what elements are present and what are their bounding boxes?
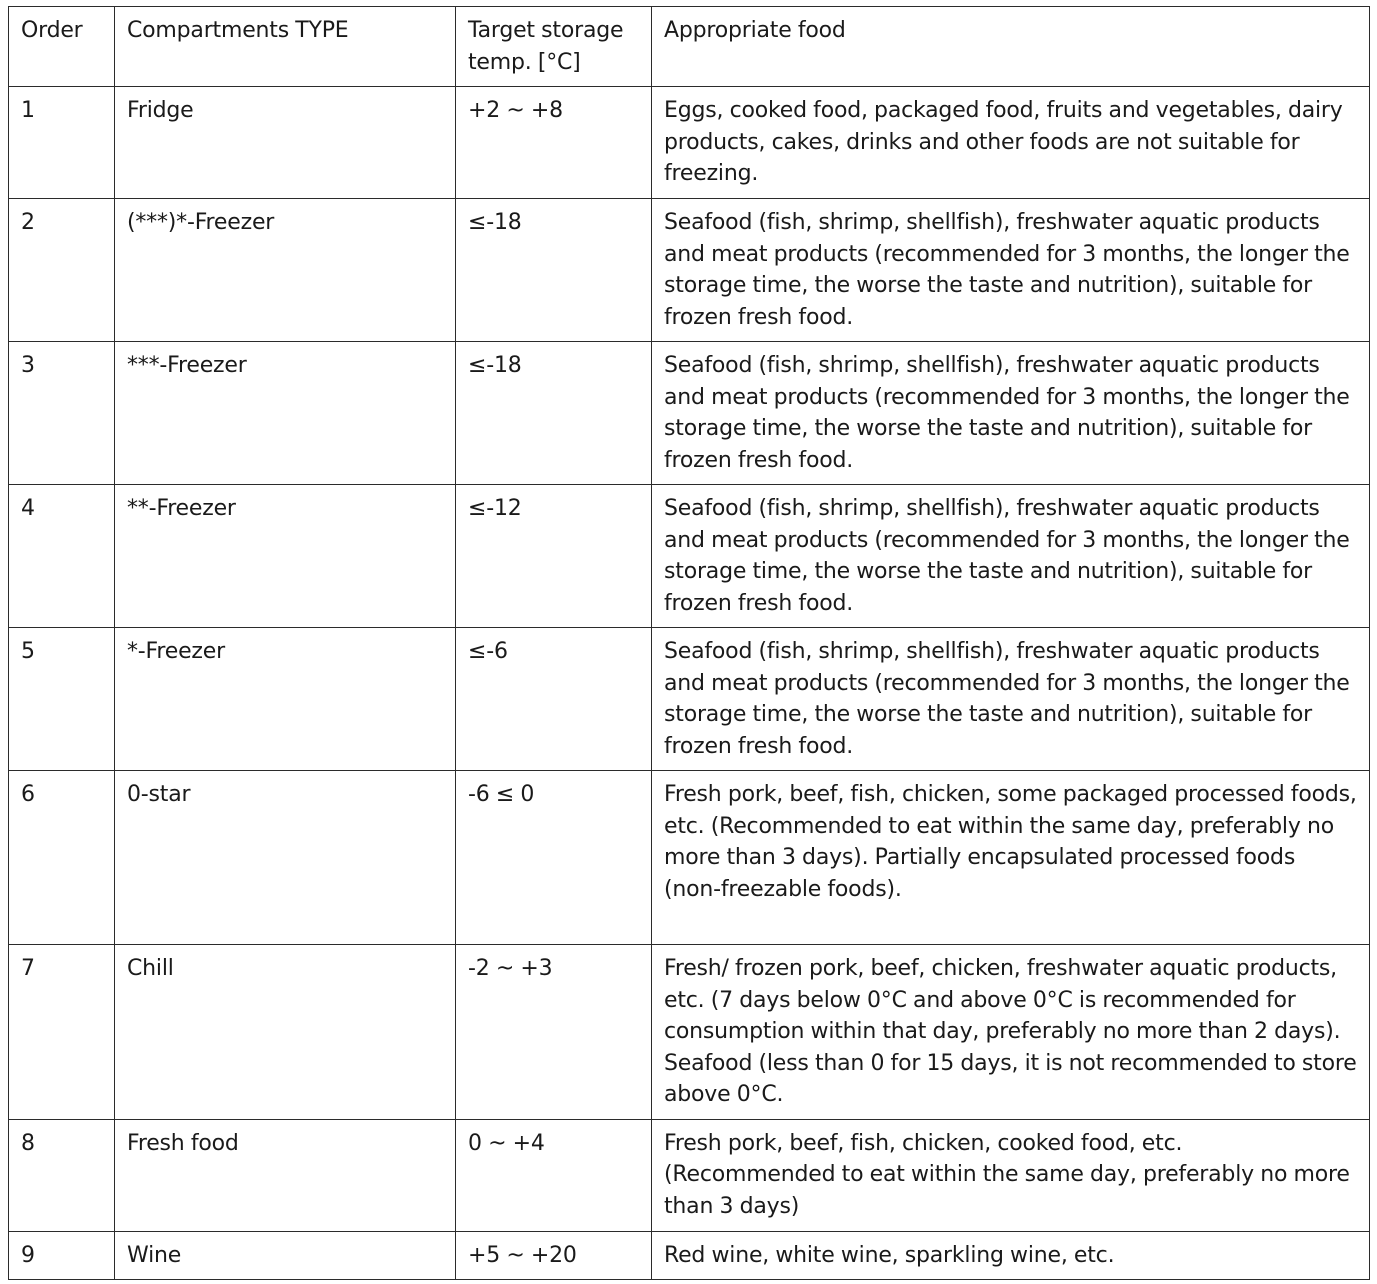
- table-row: [9, 485, 1370, 628]
- food-cell: Seafood (fish, shrimp, shellfish), freshwater aquatic products and meat products (recommended for 3 months, the longer the storage time, the worse the taste and nutrition), suitable for frozen fresh food.: [652, 485, 1370, 628]
- order-cell: 4: [9, 485, 115, 628]
- header-target-temp: Target storage temp. [°C]: [456, 7, 652, 87]
- table-row: [9, 945, 1370, 1120]
- order-cell: 6: [9, 771, 115, 945]
- type-cell: ***-Freezer: [115, 342, 456, 485]
- type-cell: *-Freezer: [115, 628, 456, 771]
- food-cell: Fresh pork, beef, fish, chicken, some packaged processed foods, etc. (Recommended to eat within the same day, preferably no more than 3 days). Partially encapsulated processed foods (non-freezable foods).: [652, 771, 1370, 945]
- food-cell: Fresh/ frozen pork, beef, chicken, freshwater aquatic products, etc. (7 days below 0°C and above 0°C is recommended for consumption within that day, preferably no more than 2 days). Seafood (less than 0 for 15 days, it is not recommended to store above 0°C.: [652, 945, 1370, 1120]
- temp-cell: 0 ~ +4: [456, 1119, 652, 1231]
- header-compartment-type: Compartments TYPE: [115, 7, 456, 87]
- type-cell: Fridge: [115, 87, 456, 199]
- order-cell: 1: [9, 87, 115, 199]
- food-cell: Seafood (fish, shrimp, shellfish), freshwater aquatic products and meat products (recommended for 3 months, the longer the storage time, the worse the taste and nutrition), suitable for frozen fresh food.: [652, 199, 1370, 342]
- temp-cell: +5 ~ +20: [456, 1231, 652, 1280]
- type-cell: Wine: [115, 1231, 456, 1280]
- type-cell: (***)*-Freezer: [115, 199, 456, 342]
- temp-cell: ≤-18: [456, 342, 652, 485]
- header-order: Order: [9, 7, 115, 87]
- table-row: [9, 342, 1370, 485]
- table-row: [9, 87, 1370, 199]
- header-appropriate-food: Appropriate food: [652, 7, 1370, 87]
- temp-cell: -2 ~ +3: [456, 945, 652, 1120]
- order-cell: 8: [9, 1119, 115, 1231]
- food-cell: Seafood (fish, shrimp, shellfish), freshwater aquatic products and meat products (recommended for 3 months, the longer the storage time, the worse the taste and nutrition), suitable for frozen fresh food.: [652, 628, 1370, 771]
- table-row: [9, 771, 1370, 945]
- food-cell: Fresh pork, beef, fish, chicken, cooked food, etc. (Recommended to eat within the same day, preferably no more than 3 days): [652, 1119, 1370, 1231]
- table-row: [9, 199, 1370, 342]
- table-row: [9, 628, 1370, 771]
- temp-cell: ≤-12: [456, 485, 652, 628]
- order-cell: 5: [9, 628, 115, 771]
- order-cell: 2: [9, 199, 115, 342]
- table-row: [9, 1119, 1370, 1231]
- storage-table: [8, 6, 1370, 1280]
- temp-cell: ≤-6: [456, 628, 652, 771]
- temp-cell: +2 ~ +8: [456, 87, 652, 199]
- type-cell: Chill: [115, 945, 456, 1120]
- type-cell: Fresh food: [115, 1119, 456, 1231]
- order-cell: 9: [9, 1231, 115, 1280]
- food-cell: Seafood (fish, shrimp, shellfish), freshwater aquatic products and meat products (recommended for 3 months, the longer the storage time, the worse the taste and nutrition), suitable for frozen fresh food.: [652, 342, 1370, 485]
- type-cell: 0-star: [115, 771, 456, 945]
- order-cell: 7: [9, 945, 115, 1120]
- temp-cell: -6 ≤ 0: [456, 771, 652, 945]
- header-row: [9, 7, 1370, 87]
- type-cell: **-Freezer: [115, 485, 456, 628]
- temp-cell: ≤-18: [456, 199, 652, 342]
- food-cell: Eggs, cooked food, packaged food, fruits and vegetables, dairy products, cakes, drinks and other foods are not suitable for freezing.: [652, 87, 1370, 199]
- order-cell: 3: [9, 342, 115, 485]
- food-cell: Red wine, white wine, sparkling wine, etc.: [652, 1231, 1370, 1280]
- table-row: [9, 1231, 1370, 1280]
